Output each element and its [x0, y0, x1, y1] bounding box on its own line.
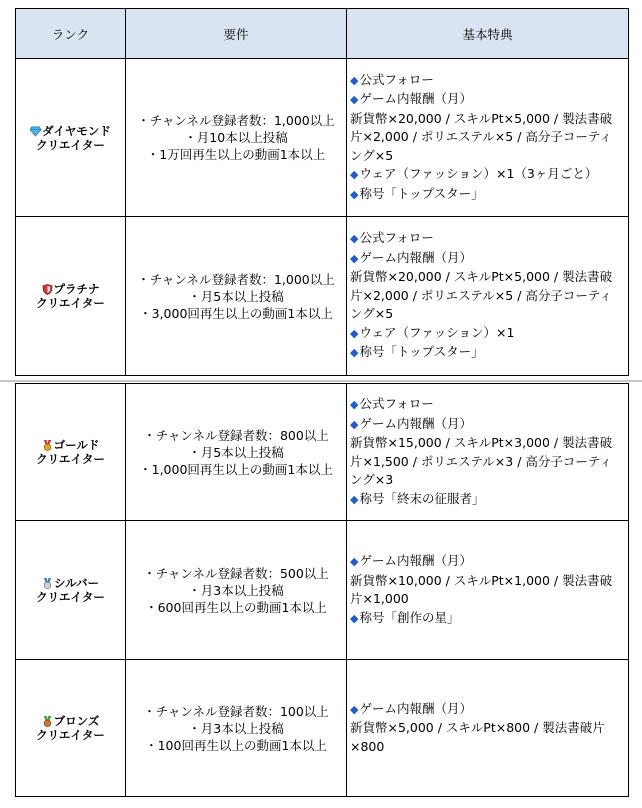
platinum-shield-icon — [42, 284, 53, 295]
list-item: ・チャンネル登録者数：500以上 — [143, 565, 329, 581]
rank-cell — [16, 521, 126, 660]
benefit-text: 公式フォロー — [359, 230, 434, 246]
list-item — [350, 552, 624, 572]
bronze-medal-icon — [42, 716, 53, 727]
diamond-gem-icon — [30, 126, 41, 137]
list-item — [350, 343, 624, 363]
rank-cell — [16, 660, 126, 797]
header-rank: ランク — [16, 9, 126, 59]
rank-table-page-1 — [15, 8, 629, 376]
benefit-text: 称号「トップスター」 — [359, 185, 484, 201]
benefit-text: ウェア（ファッション）×1 — [359, 324, 515, 340]
list-item — [350, 609, 624, 629]
header-benefits: 基本特典 — [347, 9, 629, 59]
list-item: ・チャンネル登録者数：100以上 — [143, 703, 329, 719]
rank-subtitle: クリエイター — [36, 137, 105, 152]
list-item — [350, 185, 624, 205]
list-item: ・100回再生以上の動画1本以上 — [145, 737, 327, 753]
list-item — [350, 490, 624, 510]
rank-subtitle: クリエイター — [36, 590, 105, 604]
benefits-cell — [347, 384, 629, 521]
diamond-bullet-icon: ◆ — [350, 326, 359, 340]
rank-name: ダイヤモンド — [42, 123, 111, 138]
diamond-bullet-icon: ◆ — [350, 398, 359, 411]
benefits-cell — [347, 59, 629, 217]
requirements-cell — [126, 521, 347, 660]
requirements-cell — [126, 660, 347, 797]
rank-table-page-2 — [15, 383, 629, 797]
diamond-bullet-icon: ◆ — [350, 251, 359, 265]
table-row-bronze — [16, 660, 629, 797]
rank-name: プラチナ — [53, 282, 100, 296]
benefit-text: ゲーム内報酬（月） — [359, 553, 472, 568]
list-item: 新貨幣×15,000 / スキルPt×3,000 / 製法書破片×1,500 / ポリエステル×3 / 高分子コーティング×3 — [350, 435, 613, 487]
list-item: 新貨幣×20,000 / スキルPt×5,000 / 製法書破片×2,000 / ポリエステル×5 / 高分子コーティング×5 — [350, 269, 613, 322]
diamond-bullet-icon: ◆ — [350, 73, 359, 87]
rank-name: ブロンズ — [53, 714, 100, 728]
rank-cell — [16, 384, 126, 521]
list-item — [350, 71, 624, 91]
rank-name: シルバー — [54, 576, 99, 590]
benefits-cell — [347, 217, 629, 376]
diamond-bullet-icon: ◆ — [350, 702, 359, 716]
list-item — [350, 165, 624, 185]
list-item: ・月10本以上投稿 — [184, 130, 288, 145]
requirements-cell — [126, 217, 347, 376]
list-item: ・1万回再生以上の動画1本以上 — [146, 147, 326, 162]
benefit-text: ゲーム内報酬（月） — [359, 415, 472, 431]
benefits-cell — [347, 521, 629, 660]
list-item — [350, 324, 624, 344]
rank-subtitle: クリエイター — [36, 728, 105, 742]
list-item — [350, 90, 624, 110]
list-item — [350, 395, 624, 415]
benefits-cell — [347, 660, 629, 797]
list-item: ・1,000回再生以上の動画1本以上 — [139, 461, 333, 477]
requirements-cell — [126, 59, 347, 217]
diamond-bullet-icon: ◆ — [350, 232, 359, 246]
list-item: 新貨幣×5,000 / スキルPt×800 / 製法書破片×800 — [350, 720, 605, 754]
table-row-gold — [16, 384, 629, 521]
requirements-cell — [126, 384, 347, 521]
silver-medal-icon — [42, 578, 53, 589]
diamond-bullet-icon: ◆ — [350, 187, 359, 201]
list-item: ・チャンネル登録者数：1,000以上 — [137, 271, 335, 287]
list-item: ・月3本以上投稿 — [188, 582, 284, 598]
diamond-bullet-icon: ◆ — [350, 168, 359, 182]
table-row-diamond — [16, 59, 629, 217]
diamond-bullet-icon: ◆ — [350, 492, 359, 506]
table-row-silver — [16, 521, 629, 660]
benefit-text: 公式フォロー — [359, 71, 434, 87]
list-item: ・3,000回再生以上の動画1本以上 — [139, 305, 333, 321]
diamond-bullet-icon: ◆ — [350, 417, 359, 431]
benefit-text: ウェア（ファッション）×1（3ヶ月ごと） — [359, 166, 598, 182]
rank-subtitle: クリエイター — [36, 452, 105, 466]
list-item: ・月3本以上投稿 — [188, 720, 284, 736]
list-item: 新貨幣×10,000 / スキルPt×1,000 / 製法書破片×1,000 — [350, 572, 613, 606]
benefit-text: 称号「トップスター」 — [359, 344, 484, 360]
benefit-text: 称号「創作の星」 — [359, 609, 460, 625]
rank-name: ゴールド — [53, 438, 100, 452]
benefit-text: 称号「終末の征服者」 — [359, 490, 485, 506]
header-row — [16, 9, 629, 59]
page-break-separator — [0, 380, 642, 382]
rank-cell — [16, 217, 126, 376]
benefit-text: ゲーム内報酬（月） — [359, 91, 472, 107]
diamond-bullet-icon: ◆ — [350, 93, 359, 107]
list-item — [350, 249, 624, 269]
benefit-text: 公式フォロー — [359, 396, 434, 411]
list-item: ・チャンネル登録者数：800以上 — [143, 427, 329, 443]
rank-cell — [16, 59, 126, 217]
list-item: ・月5本以上投稿 — [188, 288, 284, 304]
gold-medal-icon — [42, 440, 53, 451]
list-item: 新貨幣×20,000 / スキルPt×5,000 / 製法書破片×2,000 / ポリエステル×5 / 高分子コーティング×5 — [350, 110, 613, 163]
rank-subtitle: クリエイター — [36, 296, 105, 310]
list-item — [350, 700, 624, 720]
benefit-text: ゲーム内報酬（月） — [359, 249, 472, 265]
diamond-bullet-icon: ◆ — [350, 611, 359, 625]
benefit-text: ゲーム内報酬（月） — [359, 700, 472, 716]
list-item — [350, 415, 624, 435]
list-item: ・チャンネル登録者数：1,000以上 — [137, 113, 335, 128]
list-item — [350, 229, 624, 249]
diamond-bullet-icon: ◆ — [350, 555, 359, 568]
header-requirements: 要件 — [126, 9, 347, 59]
table-row-platinum — [16, 217, 629, 376]
list-item: ・月5本以上投稿 — [188, 444, 284, 460]
diamond-bullet-icon: ◆ — [350, 346, 359, 360]
list-item: ・600回再生以上の動画1本以上 — [145, 599, 327, 615]
